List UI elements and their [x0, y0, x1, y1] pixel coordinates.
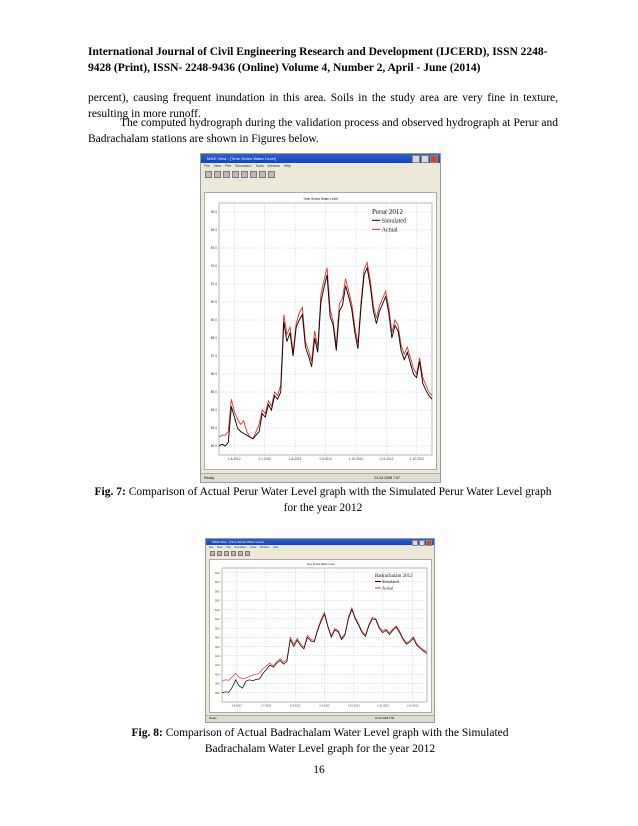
x-tick-label: 1-11-2012: [377, 704, 389, 708]
print-icon: [232, 171, 239, 178]
status-left: Ready: [204, 476, 215, 480]
zoom-in-icon: [238, 551, 243, 556]
y-tick-label: 95.0: [210, 210, 217, 215]
y-tick-label: 62.0: [214, 571, 220, 575]
figure-7-caption-text: Comparison of Actual Perur Water Level graph with the Simulated Perur Water Level graph for the year 2012: [125, 486, 552, 514]
body-paragraph-1: percent), causing frequent inundation in this area. Soils in the study area are very fine in texture, resulting in more runoff.: [88, 92, 558, 120]
close-icon: [426, 540, 432, 546]
body-paragraph-2: The computed hydrograph during the validation process and observed hydrograph at Perur and Badrachalam stations are shown in Figures below.: [88, 117, 558, 145]
figure-8-caption-text: Comparison of Actual Badrachalam Water Level graph with the Simulated Badrachalam Water Level graph for the year 2012: [162, 727, 509, 755]
badrachalam-water-level-chart: [210, 560, 431, 712]
open-icon: [217, 551, 222, 556]
y-tick-label: 86.0: [210, 372, 217, 377]
new-icon: [205, 171, 212, 178]
window-controls: [412, 540, 432, 546]
journal-header-line2: 9428 (Print), ISSN- 2248-9436 (Online) Volume 4, Number 2, April - June (2014): [88, 62, 481, 74]
y-tick-label: 82.0: [210, 444, 217, 449]
figure-7-screenshot: [200, 153, 441, 483]
x-tick-label: 1-9-2012: [319, 457, 332, 462]
y-tick-label: 87.0: [210, 354, 217, 359]
legend-entry: Simulated: [381, 218, 406, 225]
journal-header: [88, 44, 558, 76]
figure-8-label: Fig. 8:: [131, 727, 163, 739]
y-tick-label: 54.0: [214, 608, 220, 612]
y-tick-label: 42.0: [214, 664, 220, 668]
zoom-out-icon: [245, 551, 250, 556]
figure-7-label: Fig. 7:: [94, 486, 126, 498]
y-tick-label: 88.0: [210, 336, 217, 341]
zoom-out-icon: [250, 171, 257, 178]
plot-area: [204, 192, 437, 470]
y-tick-label: 93.0: [210, 246, 217, 251]
legend-entry: Simulated: [382, 579, 400, 584]
window-title: MIKE View - [Time Series Water Level]: [212, 540, 264, 544]
y-tick-label: 44.0: [214, 654, 220, 658]
window-toolbar: [201, 170, 440, 179]
window-titlebar: [201, 154, 440, 163]
x-tick-label: 1-10-2012: [348, 457, 364, 462]
y-tick-label: 60.0: [214, 581, 220, 585]
x-tick-label: 1-12-2012: [409, 457, 425, 462]
y-tick-label: 48.0: [214, 636, 220, 640]
window-statusbar: [201, 473, 440, 482]
legend-title: Badrachalam 2012: [375, 574, 413, 579]
y-tick-label: 58.0: [214, 590, 220, 594]
save-icon: [224, 551, 229, 556]
y-tick-label: 52.0: [214, 618, 220, 622]
y-tick-label: 92.0: [210, 264, 217, 269]
y-tick-label: 83.0: [210, 426, 217, 431]
figure-7-caption: [88, 484, 558, 516]
x-tick-label: 1-11-2012: [379, 457, 394, 462]
chart-title: Time Series Water Level: [303, 197, 338, 201]
y-tick-label: 94.0: [210, 228, 217, 233]
y-tick-label: 84.0: [210, 408, 217, 413]
y-tick-label: 90.0: [210, 300, 217, 305]
journal-header-line1: International Journal of Civil Engineering Research and Development (IJCERD), ISSN 2248-: [88, 46, 548, 58]
page-number: 16: [313, 764, 325, 776]
status-right: 24-02-2008 7:57: [374, 476, 400, 480]
y-tick-label: 38.0: [214, 682, 220, 686]
y-tick-label: 56.0: [214, 599, 220, 603]
x-tick-label: 1-6-2012: [231, 704, 242, 708]
window-menubar: File View Plot Simulation Tools Window Help: [209, 546, 279, 549]
status-left: Ready: [209, 717, 217, 720]
legend-title: Perur 2012: [372, 208, 403, 216]
x-tick-label: 1-9-2012: [319, 704, 330, 708]
open-icon: [214, 171, 221, 178]
chart-title: Time Series Water Level: [306, 563, 335, 566]
legend-entry: Actual: [381, 227, 398, 234]
x-tick-label: 1-8-2012: [288, 457, 302, 462]
y-tick-label: 91.0: [210, 282, 217, 287]
new-icon: [210, 551, 215, 556]
legend-entry: Actual: [382, 585, 394, 591]
figure-8-screenshot: [205, 538, 435, 723]
zoom-in-icon: [241, 171, 248, 178]
minimize-icon: [412, 540, 418, 546]
window-titlebar: [206, 539, 434, 545]
status-right: 24-02-2008 7:58: [374, 717, 394, 720]
maximize-icon: [419, 540, 425, 546]
y-tick-label: 36.0: [214, 691, 220, 695]
x-tick-label: 1-7-2012: [258, 457, 272, 462]
y-tick-label: 89.0: [210, 318, 217, 323]
x-tick-label: 1-7-2012: [260, 704, 272, 708]
x-tick-label: 1-6-2012: [227, 457, 241, 462]
maximize-icon: [421, 155, 429, 163]
y-tick-label: 85.0: [210, 390, 217, 395]
y-tick-label: 40.0: [214, 673, 220, 677]
minimize-icon: [412, 155, 420, 163]
perur-water-level-chart: [205, 193, 436, 469]
window-toolbar: [206, 550, 434, 556]
window-controls: [412, 155, 438, 163]
print-icon: [231, 551, 236, 556]
x-tick-label: 1-12-2012: [406, 704, 419, 708]
figure-8-caption: [110, 725, 530, 757]
y-tick-label: 46.0: [214, 645, 220, 649]
stop-icon: [268, 171, 275, 178]
x-tick-label: 1-8-2012: [290, 704, 301, 708]
play-icon: [259, 171, 266, 178]
plot-area: [209, 559, 432, 713]
y-tick-label: 50.0: [214, 627, 220, 631]
window-statusbar: [206, 715, 434, 722]
x-tick-label: 1-10-2012: [347, 704, 360, 708]
window-menubar: File View Plot Simulation Tools Window Help: [204, 164, 292, 168]
close-icon: [430, 155, 438, 163]
save-icon: [223, 171, 230, 178]
window-title: MIKE View - [Time Series Water Level]: [207, 156, 276, 161]
